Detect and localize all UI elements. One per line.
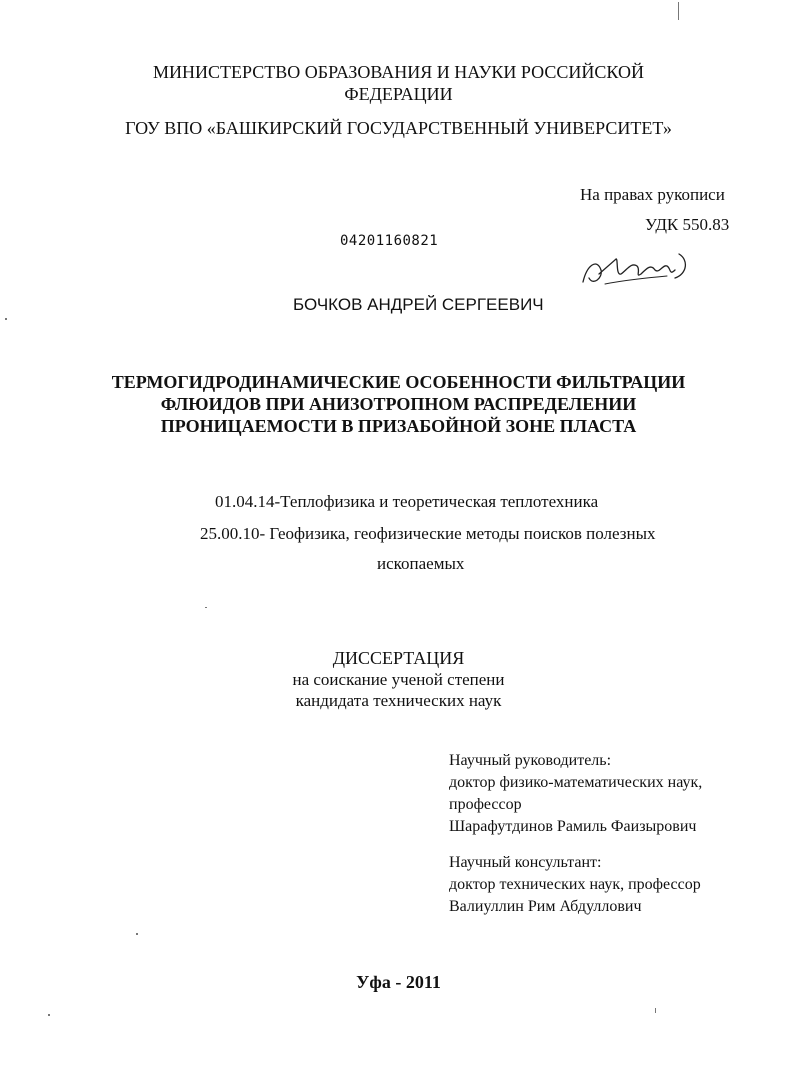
manuscript-note: На правах рукописи xyxy=(580,185,725,204)
scan-mark xyxy=(5,318,7,320)
university-name: ГОУ ВПО «БАШКИРСКИЙ ГОСУДАРСТВЕННЫЙ УНИВЕРСИТЕТ» xyxy=(125,118,672,138)
udc-code: УДК 550.83 xyxy=(645,215,730,234)
specialty-2-line-2: ископаемых xyxy=(377,554,465,573)
handwritten-signature xyxy=(575,240,695,295)
scan-mark xyxy=(205,607,207,608)
ministry-line-1: МИНИСТЕРСТВО ОБРАЗОВАНИЯ И НАУКИ РОССИЙСКОЙ xyxy=(153,62,644,82)
consultant-label: Научный консультант: xyxy=(449,854,602,871)
supervisor-name: Шарафутдинов Рамиль Фаизырович xyxy=(449,818,697,835)
scan-mark xyxy=(678,2,679,20)
catalog-number: 04201160821 xyxy=(340,233,439,249)
degree-line-1: на соискание ученой степени xyxy=(292,670,505,689)
city-year: Уфа - 2011 xyxy=(356,972,441,992)
ministry-line-2: ФЕДЕРАЦИИ xyxy=(344,84,453,104)
consultant-name: Валиуллин Рим Абдуллович xyxy=(449,898,642,915)
supervisor-degree: доктор физико-математических наук, xyxy=(449,774,703,791)
thesis-title-line-3: ПРОНИЦАЕМОСТИ В ПРИЗАБОЙНОЙ ЗОНЕ ПЛАСТА xyxy=(160,416,637,436)
scan-mark xyxy=(136,933,138,935)
scan-mark xyxy=(48,1014,50,1016)
author-name: БОЧКОВ АНДРЕЙ СЕРГЕЕВИЧ xyxy=(293,295,544,314)
thesis-title-line-1: ТЕРМОГИДРОДИНАМИЧЕСКИЕ ОСОБЕННОСТИ ФИЛЬТРАЦИИ xyxy=(111,372,686,392)
specialty-1: 01.04.14-Теплофизика и теоретическая теплотехника xyxy=(215,492,599,511)
thesis-title-line-2: ФЛЮИДОВ ПРИ АНИЗОТРОПНОМ РАСПРЕДЕЛЕНИИ xyxy=(160,394,637,414)
scan-mark xyxy=(655,1008,656,1013)
specialty-2-line-1: 25.00.10- Геофизика, геофизические методы поисков полезных xyxy=(200,524,656,543)
dissertation-heading: ДИССЕРТАЦИЯ xyxy=(332,648,465,668)
supervisor-label: Научный руководитель: xyxy=(449,752,612,769)
consultant-degree: доктор технических наук, профессор xyxy=(449,876,701,893)
supervisor-rank: профессор xyxy=(449,796,522,813)
degree-line-2: кандидата технических наук xyxy=(295,691,502,710)
